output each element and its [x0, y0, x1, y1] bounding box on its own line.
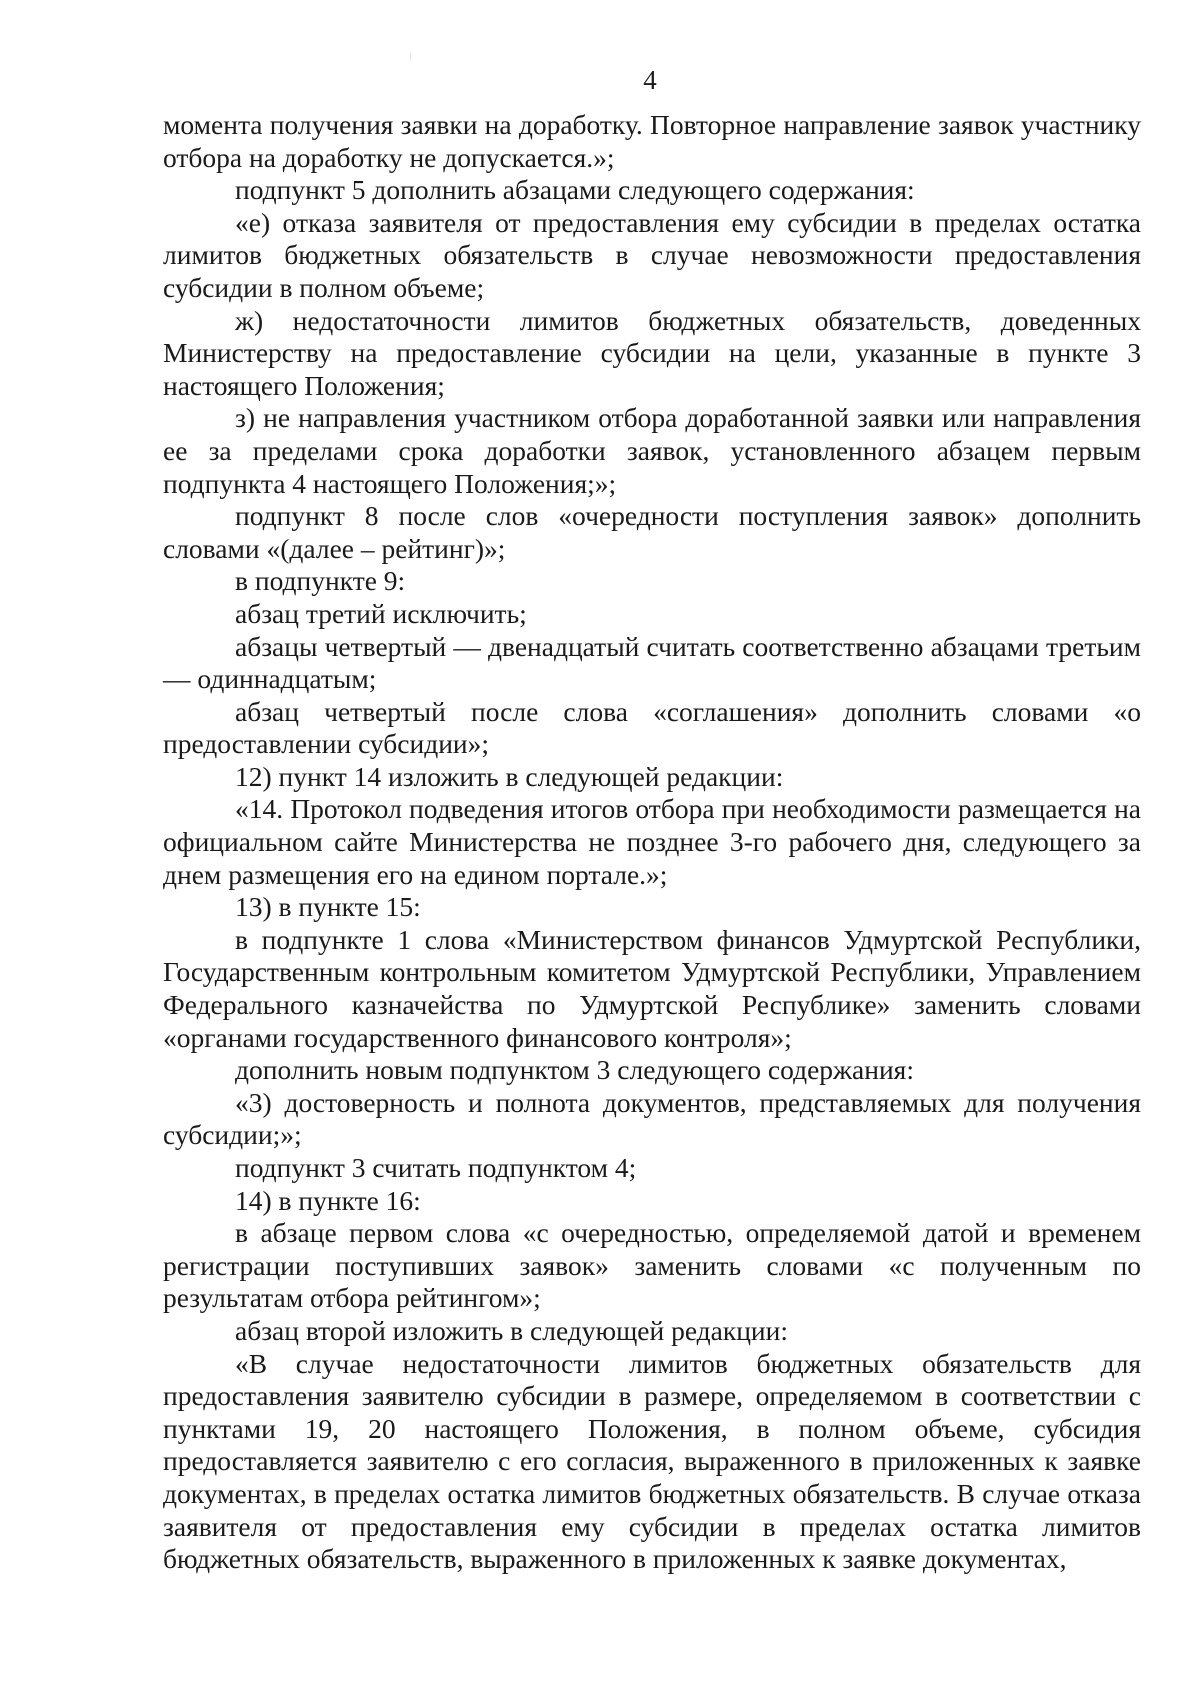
paragraph: в подпункте 9: — [235, 565, 406, 597]
paragraph-continuation: момента получения заявки на доработку. Повторное направление заявок участнику отбора на доработку не допускается.»; — [163, 109, 1141, 173]
paragraph: в подпункте 1 слова «Министерством финансов Удмуртской Республики, Государственным контрольным комитетом Удмуртской Республики, Управлением Федерального казначейства по Удмуртской Республике» заменить словами «органами государственного финансового контроля»; — [163, 923, 1141, 1053]
paragraph: 12) пункт 14 изложить в следующей редакции: — [235, 760, 784, 792]
paragraph: 14) в пункте 16: — [235, 1184, 421, 1216]
paragraph: подпункт 3 считать подпунктом 4; — [235, 1152, 637, 1183]
paragraph: подпункт 5 дополнить абзацами следующего содержания: — [235, 174, 915, 206]
paragraph: «14. Протокол подведения итогов отбора при необходимости размещается на официальном сайте Министерства не позднее 3-го рабочего дня, следующего за днем размещения его на едином портале.»; — [163, 793, 1141, 890]
paragraph: абзац четвертый после слова «соглашения» дополнить словами «о предоставлении субсидии»; — [163, 695, 1141, 760]
paragraph: ж) недостаточности лимитов бюджетных обязательств, доведенных Министерству на предоставление субсидии на цели, указанные в пункте 3 настоящего Положения; — [163, 304, 1141, 401]
paragraph: в абзаце первом слова «с очередностью, определяемой датой и временем регистрации поступивших заявок» заменить словами «с полученным по результатам отбора рейтингом»; — [163, 1217, 1141, 1314]
paragraph: з) не направления участником отбора доработанной заявки или направления ее за пределами срока доработки заявок, установленного абзацем первым подпункта 4 настоящего Положения;»; — [163, 402, 1141, 499]
paragraph: подпункт 8 после слов «очередности поступления заявок» дополнить словами «(далее – рейтинг)»; — [163, 500, 1141, 564]
paragraph: «3) достоверность и полнота документов, представляемых для получения субсидии;»; — [163, 1086, 1141, 1151]
paragraph: абзац второй изложить в следующей редакции: — [235, 1314, 789, 1346]
page-number: 4 — [643, 65, 657, 95]
paragraph: дополнить новым подпунктом 3 следующего содержания: — [235, 1054, 914, 1086]
paragraph: «е) отказа заявителя от предоставления ему субсидии в пределах остатка лимитов бюджетных обязательств в случае невозможности предоставления субсидии в полном объеме; — [163, 206, 1141, 303]
paragraph: «В случае недостаточности лимитов бюджетных обязательств для предоставления заявителю субсидии в размере, определяемом в соответствии с пунктами 19, 20 настоящего Положения, в полном объеме, субсидия предоставляется заявителю с его согласия, выраженного в приложенных к заявке документах, в пределах остатка лимитов бюджетных обязательств. В случае отказа заявителя от предоставления ему субсидии в пределах остатка лимитов бюджетных обязательств, выраженного в приложенных к заявке документах, — [163, 1347, 1141, 1575]
paragraph: абзацы четвертый — двенадцатый считать соответственно абзацами третьим — одиннадцатым; — [163, 630, 1141, 695]
paragraph: абзац третий исключить; — [235, 597, 527, 629]
document-body — [163, 109, 1141, 1576]
paragraph: 13) в пункте 15: — [235, 891, 421, 923]
scan-artifact — [410, 53, 411, 61]
